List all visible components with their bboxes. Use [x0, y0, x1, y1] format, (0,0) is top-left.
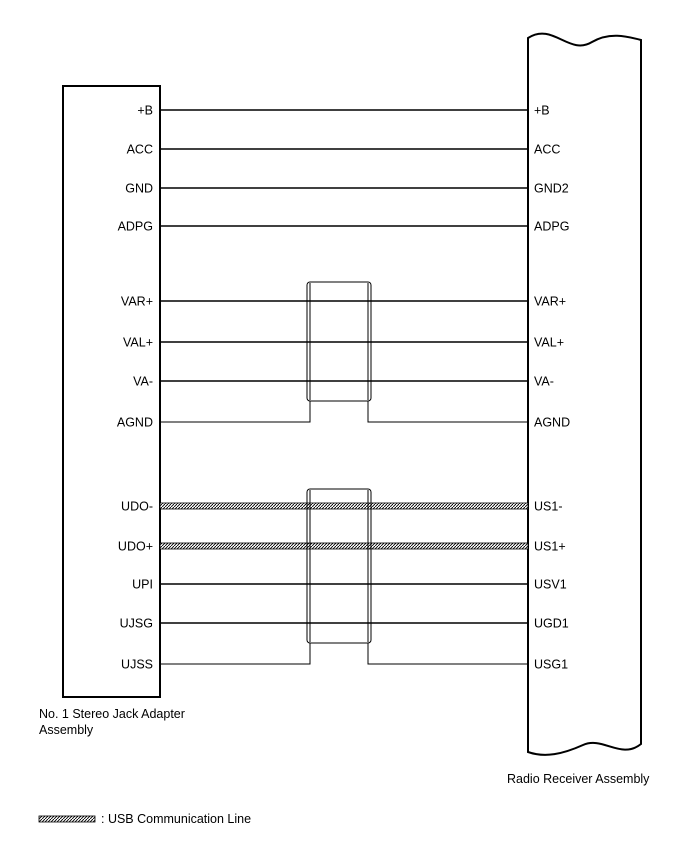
left-pin-label: UJSG	[119, 616, 153, 631]
left-pin-label: AGND	[116, 415, 153, 430]
left-pin-label: +B	[137, 103, 153, 118]
legend-text: : USB Communication Line	[101, 812, 252, 826]
drain-wire-right-12	[368, 643, 528, 664]
drain-wire-right-7	[368, 401, 528, 422]
right-pin-label: +B	[534, 103, 550, 118]
right-component-name: Radio Receiver Assembly	[507, 772, 650, 786]
left-pin-label: ACC	[126, 142, 153, 157]
left-pin-label: UPI	[132, 577, 153, 592]
left-component-name-line2: Assembly	[39, 723, 94, 737]
left-pin-label: UJSS	[121, 657, 153, 672]
right-pin-label: VA-	[534, 374, 554, 389]
drain-wire-left-7	[160, 401, 310, 422]
right-pin-label: US1-	[534, 499, 563, 514]
right-pin-label: UGD1	[534, 616, 569, 631]
usb-wire-8	[160, 503, 528, 509]
right-pin-label: AGND	[534, 415, 571, 430]
left-component-name-line1: No. 1 Stereo Jack Adapter	[39, 707, 185, 721]
right-pin-label: USV1	[534, 577, 567, 592]
usb-shield	[307, 489, 371, 643]
stereo-jack-adapter-box	[63, 86, 160, 697]
shields	[307, 282, 371, 643]
wires	[160, 110, 528, 664]
left-pin-label: UDO+	[117, 539, 153, 554]
drain-wire-left-12	[160, 643, 310, 664]
usb-line-legend-swatch	[39, 816, 95, 822]
left-pin-label: VAR+	[120, 294, 153, 309]
usb-wire-9	[160, 543, 528, 549]
left-pin-label: VAL+	[123, 335, 153, 350]
right-pin-label: US1+	[534, 539, 566, 554]
left-pin-label: VA-	[133, 374, 153, 389]
right-pin-label: GND2	[534, 181, 569, 196]
left-pin-label: GND	[125, 181, 153, 196]
right-pin-label: VAR+	[534, 294, 567, 309]
right-pin-label: VAL+	[534, 335, 564, 350]
right-pin-label: ADPG	[534, 219, 570, 234]
right-pin-label: USG1	[534, 657, 569, 672]
left-pin-label: UDO-	[121, 499, 153, 514]
left-pin-label: ADPG	[117, 219, 153, 234]
right-pin-label: ACC	[534, 142, 561, 157]
